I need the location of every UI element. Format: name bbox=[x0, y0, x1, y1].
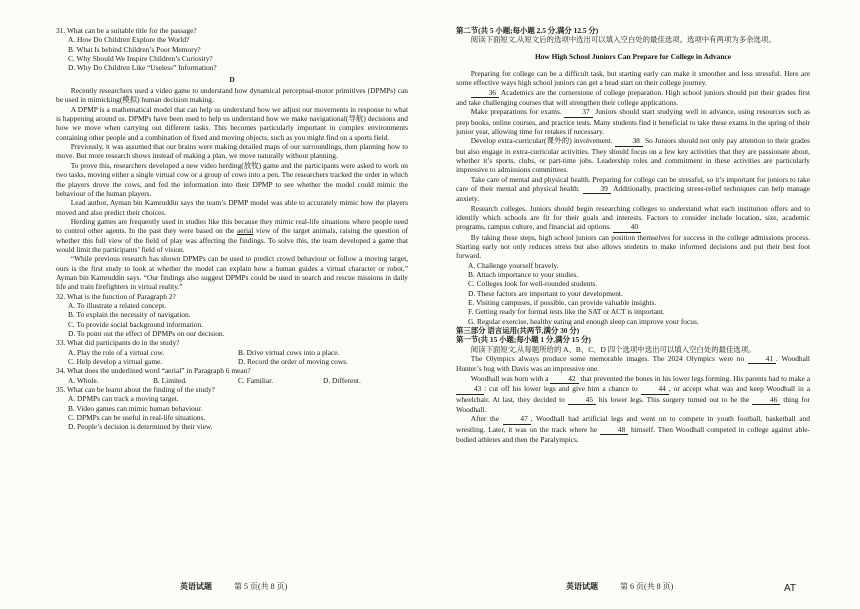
choice-a: A. Challenge yourself bravely. bbox=[468, 260, 559, 270]
q32-option-a: A. To illustrate a related concept. bbox=[68, 300, 167, 310]
cloze-paragraph-5 bbox=[456, 175, 810, 204]
right-footer-page: 第 6 页(共 8 页) bbox=[620, 582, 674, 591]
paragraph-3-pre: Make preparations for exams. bbox=[470, 107, 562, 117]
paper-version-mark: AT bbox=[784, 583, 797, 594]
left-page-footer bbox=[180, 582, 287, 591]
passage-paragraph-1: Recently researchers used a video game to understand how dynamical perceptual-motor primitives (DPMPs) can be used in mimicking(模拟) human decision making. bbox=[56, 86, 408, 105]
question-34: 34. What does the underlined word “aerial” in Paragraph 6 mean? bbox=[56, 366, 251, 376]
q32-option-d: D. To point out the effect of DPMPs on our decision. bbox=[68, 329, 225, 338]
q32-option-c: C. To provide social background information. bbox=[68, 319, 204, 329]
q33-option-b: B. Drive virtual cows into a place. bbox=[238, 347, 340, 357]
olympics-paragraph-1 bbox=[456, 354, 810, 374]
passage-paragraph-5: Lead author, Ayman bin Kamruddin says the team’s DPMP model was able to accurately mimic how the players moved and also predict their choices. bbox=[56, 198, 408, 217]
q31-option-d: D. Why Do Children Like “Useless” Information? bbox=[68, 63, 217, 73]
q34-options bbox=[56, 376, 408, 385]
paragraph-2-text: Academics are the cornerstone of college preparation. High school juniors should put their grades first and take challenging courses that will strengthen their college applications. bbox=[456, 87, 810, 107]
blank-44[interactable]: 44 bbox=[641, 384, 669, 394]
q32-option-b: B. To explain the necessity of navigation. bbox=[68, 310, 191, 320]
underlined-word-aerial: aerial bbox=[236, 226, 254, 236]
question-31: 31. What can be a suitable title for the passage? bbox=[56, 26, 197, 35]
blank-41[interactable]: 41 bbox=[748, 354, 776, 364]
right-footer-title: 英语试题 bbox=[566, 582, 598, 591]
question-32: 32. What is the function of Paragraph 2? bbox=[56, 291, 176, 301]
olympics-paragraph-3 bbox=[456, 414, 810, 444]
q35-option-a: A. DPMPs can track a moving target. bbox=[68, 394, 179, 404]
olympics-p3-c: himself. Then Woodhall competed in college against able-bodied athletes and then the Paralympics. bbox=[456, 424, 810, 444]
q33-option-d: D. Record the order of moving cows. bbox=[238, 357, 349, 367]
cloze-paragraph-4 bbox=[456, 136, 810, 174]
cloze-paragraph-3 bbox=[456, 107, 810, 136]
passage-paragraph-2: A DPMP is a mathematical model that can help us understand how we adjust our movements in response to what is happening around us. DPMPs have been used to help us understand how we make navigational(导航) decisions and how we move when carrying out different tasks. This becomes particularly important in complex environments containing other people and a combination of fixed and moving objects, such as you might find on a sports field. bbox=[56, 104, 408, 142]
paragraph-4-pre: Develop extra-curricular(课外的) involvement. bbox=[470, 136, 613, 146]
para6-text-pre: Herding games are frequently used in studies like this because they mimic real-life situations where people need to control other agents. In the past they were based on the bbox=[56, 216, 408, 236]
q34-option-a: A. Whole. bbox=[68, 375, 99, 385]
olympics-paragraph-2 bbox=[456, 374, 810, 414]
cloze-paragraph-7: By taking these steps, high school juniors can position themselves for success in the college admissions process. Starting early not only reduces stress but also allows students to make informed decisions and put their best foot forward. bbox=[456, 232, 810, 261]
choice-b: B. Attach importance to your studies. bbox=[468, 270, 579, 280]
left-footer-title: 英语试题 bbox=[180, 582, 212, 591]
q34-option-d: D. Different. bbox=[323, 375, 361, 385]
q33-option-c: C. Help develop a virtual game. bbox=[68, 357, 163, 367]
part-3-instructions: 阅读下面短文,从每题所给的 A、B、C、D 四个选项中选出可以填入空白处的最佳选项。 bbox=[470, 344, 756, 354]
choice-e: E. Visiting campuses, if possible, can provide valuable insights. bbox=[468, 298, 657, 308]
passage-paragraph-4: To prove this, researchers developed a new video herding(放牧) game and the participants were asked to work on two tasks, moving either a single virtual cow or a group of cows into a pen. The researchers tracked the order in which the players drove the cows, and fed the information into their DPMP to see whether the model could mimic the behaviour of the human players. bbox=[56, 160, 408, 198]
choice-c: C. Colleges look for well-rounded students. bbox=[468, 279, 598, 289]
paragraph-5-pre: Take care of mental and physical health. Preparing for college can be stressful, so it’s important for juniors to take care of their mental and physical health. bbox=[456, 174, 810, 193]
passage-letter: D bbox=[229, 74, 235, 84]
q34-option-c: C. Familiar. bbox=[238, 375, 274, 385]
passage-paragraph-3: Previously, it was assumed that our brains were making detailed maps of our surroundings, then planning how to move. But more research shows instead of making a plan, we move naturally without planning. bbox=[56, 142, 408, 161]
left-footer-page: 第 5 页(共 8 页) bbox=[234, 582, 288, 591]
olympics-p2-c: : cut off his lower legs and give him a chance to bbox=[484, 384, 638, 394]
q33-options-row-1 bbox=[56, 348, 408, 357]
section-2-instructions: 阅读下面短文,从短文后的选项中选出可以填入空白处的最佳选项。选项中有两项为多余选项。 bbox=[470, 35, 776, 45]
blank-36[interactable]: 36 bbox=[471, 88, 499, 98]
passage-paragraph-7: “While previous research has shown DPMPs can be used to predict crowd behaviour or follow a moving target, ours is the first study to look at whether the model can explain how a human guides a virtual character or robot,” Ayman bin Kamruddin says. “Our findings also suggest DPMPs could be used in search and rescue missions in daily life and train firefighters in virtual reality.” bbox=[56, 254, 408, 292]
q35-option-d: D. People’s decision is determined by their view. bbox=[68, 422, 213, 432]
paragraph-5-post: Additionally, practicing stress-relief techniques can help manage anxiety. bbox=[456, 183, 810, 204]
blank-46[interactable]: 46 bbox=[752, 395, 780, 405]
olympics-p3-b: , Woodhall had artificial legs and went on to compete in youth football, basketball and wrestling. Later, it was on the track where he bbox=[456, 414, 810, 434]
cloze-paragraph-2 bbox=[456, 88, 810, 108]
cloze-paragraph-6 bbox=[456, 204, 810, 233]
part-3-heading: 第三部分 语言运用(共两节,满分 30 分) bbox=[456, 326, 580, 336]
q35-option-c: C. DPMPs can be useful in real-life situations. bbox=[68, 413, 206, 423]
blank-45[interactable]: 45 bbox=[568, 395, 596, 405]
q31-option-c: C. Why Should We Inspire Children’s Curiosity? bbox=[68, 54, 213, 64]
olympics-p1-post: . Woodhall Hunter’s hug with Davis was an impressive one. bbox=[456, 354, 810, 374]
blank-43[interactable]: 43 bbox=[456, 384, 484, 394]
cloze-paragraph-1: Preparing for college can be a difficult task, but starting early can make it smoother and less stressful. Here are some effective ways high school juniors can get a head start on their college journey. bbox=[456, 68, 810, 88]
olympics-p2-f: thing for Woodhall. bbox=[456, 394, 810, 414]
blank-39[interactable]: 39 bbox=[583, 184, 611, 194]
olympics-p2-b: that prevented the bones in his lower legs forming. His parents had to make a bbox=[580, 373, 810, 383]
olympics-p3-a: After the bbox=[470, 414, 499, 424]
right-column bbox=[456, 26, 810, 444]
section-2-heading: 第二节(共 5 小题;每小题 2.5 分,满分 12.5 分) bbox=[456, 26, 599, 35]
q31-option-a: A. How Do Children Explore the World? bbox=[68, 35, 190, 45]
choice-d: D. These factors are important to your development. bbox=[468, 288, 623, 298]
paragraph-4-post: So Juniors should not only pay attention to their grades but also engage in extra-curricular activities. They should focus on a few key activities that they are passionate about, whether it’s sports, clubs, or part-time jobs. Leadership roles and commitment in these activities are particularly impressive to admissions committees. bbox=[456, 136, 810, 175]
para6-text-post: view of the target animals, raising the question of whether this full view of the field of play was affecting the findings. To solve this, the team developed a game that would limit the participants’ field of vision. bbox=[56, 226, 408, 254]
choice-g: G. Regular exercise, healthy eating and enough sleep can improve your focus. bbox=[468, 316, 699, 326]
blank-38[interactable]: 38 bbox=[615, 136, 643, 146]
left-column bbox=[56, 26, 408, 432]
blank-42[interactable]: 42 bbox=[550, 374, 578, 384]
right-page-footer bbox=[566, 582, 673, 591]
blank-47[interactable]: 47 bbox=[503, 414, 531, 424]
q31-option-b: B. What Is behind Children’s Poor Memory? bbox=[68, 44, 201, 54]
blank-40[interactable]: 40 bbox=[613, 222, 641, 232]
q33-option-a: A. Play the role of a virtual cow. bbox=[68, 347, 165, 357]
olympics-p2-a: Woodhall was born with a bbox=[470, 373, 549, 383]
olympics-p2-e: his lower legs. This surgery turned out to be the bbox=[598, 394, 750, 404]
part-3-section-1-heading: 第一节(共 15 小题;每小题 1 分,满分 15 分) bbox=[456, 335, 591, 345]
q35-option-b: B. Video games can mimic human behaviour. bbox=[68, 403, 203, 413]
question-33: 33. What did participants do in the study? bbox=[56, 338, 180, 348]
q33-options-row-2 bbox=[56, 357, 408, 366]
blank-37[interactable]: 37 bbox=[564, 107, 592, 117]
question-35: 35. What can be learnt about the finding of the study? bbox=[56, 385, 215, 395]
paragraph-6-text: Research colleges. Juniors should begin researching colleges to understand what each institution offers and to identify which schools are fit for their goals and interests. Factors to consider include location, size, academic programs, campus culture, and financial aid options. bbox=[456, 203, 810, 232]
olympics-p1-pre: The Olympics always produce some memorable images. The 2024 Olympics were no bbox=[470, 354, 745, 364]
passage-paragraph-6 bbox=[56, 217, 408, 254]
olympics-p2-d: , or accept what was and keep Woodhall in a wheelchair. At last, they decided to bbox=[456, 384, 810, 404]
q34-option-b: B. Limited. bbox=[153, 375, 187, 385]
choice-f: F. Getting ready for formal tests like the SAT or ACT is important. bbox=[468, 307, 665, 317]
blank-48[interactable]: 48 bbox=[600, 425, 628, 435]
paragraph-3-post: Juniors should start studying well in advance, using resources such as prep books, online courses, and practice tests. Many students find it beneficial to take these exams in the spring of their junior year, allowing time for retakes if necessary. bbox=[456, 107, 810, 136]
passage-title: How High School Juniors Can Prepare for College in Advance bbox=[534, 52, 732, 62]
